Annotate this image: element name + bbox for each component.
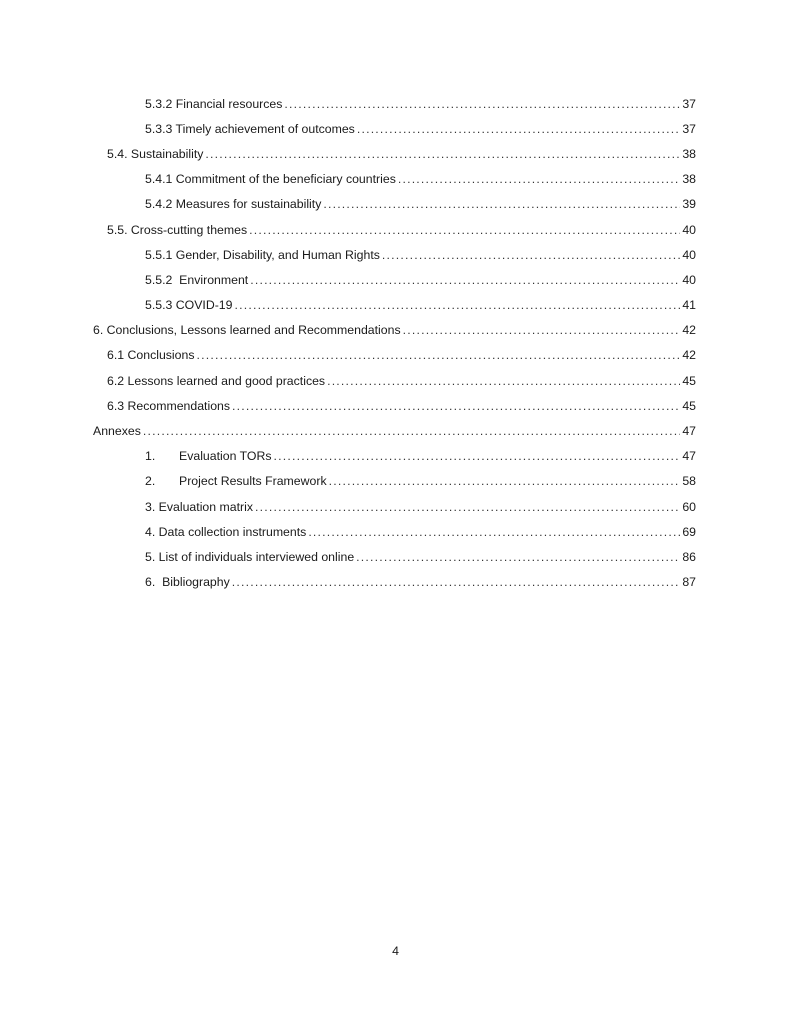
- toc-entry-title: [145, 97, 282, 111]
- dot-leader: [356, 550, 680, 564]
- toc-entry-page: 38: [682, 146, 696, 161]
- toc-entry-number: 2.: [145, 474, 156, 489]
- toc-entry[interactable]: [0, 167, 791, 192]
- toc-entry[interactable]: [0, 544, 791, 569]
- toc-entry-text: 5.4. Sustainability: [107, 146, 204, 161]
- toc-entry[interactable]: [0, 267, 791, 292]
- toc-entry[interactable]: [0, 192, 791, 217]
- toc-entry-page: 40: [682, 222, 696, 237]
- dot-leader: [323, 197, 680, 211]
- toc-entry-page: 41: [682, 298, 696, 313]
- dot-leader: [327, 374, 680, 388]
- dot-leader: [250, 273, 680, 287]
- toc-entry-number: 1.: [145, 449, 156, 464]
- toc-entry-text: 3. Evaluation matrix: [145, 499, 253, 514]
- toc-entry[interactable]: [0, 242, 791, 267]
- toc-entry-text: 5.4.1 Commitment of the beneficiary countries: [145, 172, 396, 187]
- toc-entry[interactable]: [0, 444, 791, 469]
- toc-entry-text: 5. List of individuals interviewed online: [145, 549, 355, 564]
- toc-entry-page: 86: [682, 549, 696, 564]
- toc-entry-text: 5.3.3 Timely achievement of outcomes: [145, 121, 355, 136]
- dot-leader: [255, 500, 680, 514]
- toc-entry[interactable]: [0, 91, 791, 116]
- toc-entry-page: 45: [682, 398, 696, 413]
- toc-entry-text: Evaluation TORs: [179, 449, 272, 464]
- toc-entry-page: 39: [682, 197, 696, 212]
- toc-entry-page: 42: [682, 323, 696, 338]
- dot-leader: [398, 172, 680, 186]
- toc-entry-title: [145, 298, 232, 312]
- toc-entry[interactable]: [0, 519, 791, 544]
- dot-leader: [308, 525, 680, 539]
- toc-entry-page: 60: [682, 499, 696, 514]
- toc-entry[interactable]: [0, 217, 791, 242]
- toc-entry[interactable]: [0, 141, 791, 166]
- toc-entry-page: 58: [682, 474, 696, 489]
- toc-entry[interactable]: [0, 116, 791, 141]
- toc-entry-title: [107, 374, 325, 388]
- dot-leader: [403, 323, 681, 337]
- dot-leader: [249, 223, 680, 237]
- toc-entry-text: 5.5.3 COVID-19: [145, 298, 233, 313]
- toc-entry-text: Annexes: [93, 424, 141, 439]
- toc-entry-title: [145, 172, 396, 186]
- toc-entry[interactable]: [0, 318, 791, 343]
- toc-entry-title: [93, 323, 401, 337]
- toc-entry[interactable]: [0, 393, 791, 418]
- toc-entry-page: 40: [682, 272, 696, 287]
- toc-entry-page: 47: [682, 449, 696, 464]
- toc-entry-text: 6. Bibliography: [145, 575, 230, 590]
- dot-leader: [143, 424, 680, 438]
- toc-entry[interactable]: [0, 494, 791, 519]
- toc-entry-title: [145, 500, 253, 514]
- toc-entry-text: Project Results Framework: [179, 474, 327, 489]
- page-number: 4: [392, 944, 399, 958]
- toc-entry-title: [107, 147, 203, 161]
- toc-entry[interactable]: [0, 343, 791, 368]
- toc-entry-text: 6.2 Lessons learned and good practices: [107, 373, 326, 388]
- toc-entry-page: 87: [682, 575, 696, 590]
- toc-entry-page: 37: [682, 96, 696, 111]
- dot-leader: [232, 399, 680, 413]
- table-of-contents: [0, 91, 791, 595]
- toc-entry-text: 5.5. Cross-cutting themes: [107, 222, 248, 237]
- toc-entry[interactable]: [0, 570, 791, 595]
- toc-entry-text: 5.5.2 Environment: [145, 272, 249, 287]
- toc-entry-text: 6.3 Recommendations: [107, 398, 231, 413]
- dot-leader: [329, 474, 681, 488]
- toc-entry-page: 42: [682, 348, 696, 363]
- toc-entry[interactable]: [0, 368, 791, 393]
- toc-entry-text: 4. Data collection instruments: [145, 524, 307, 539]
- toc-entry-title: [145, 273, 248, 287]
- toc-entry-page: 38: [682, 172, 696, 187]
- toc-entry-title: [145, 575, 230, 589]
- toc-entry-title: [145, 197, 321, 211]
- toc-entry-title: [145, 474, 327, 488]
- toc-entry[interactable]: [0, 293, 791, 318]
- toc-entry-title: [107, 348, 195, 362]
- dot-leader: [274, 449, 681, 463]
- dot-leader: [382, 248, 680, 262]
- toc-entry-title: [145, 248, 380, 262]
- dot-leader: [234, 298, 680, 312]
- toc-entry-text: 5.5.1 Gender, Disability, and Human Rights: [145, 247, 380, 262]
- dot-leader: [205, 147, 680, 161]
- toc-entry-title: [107, 399, 230, 413]
- toc-entry-title: [145, 525, 306, 539]
- toc-entry-page: 45: [682, 373, 696, 388]
- toc-entry-title: [145, 550, 354, 564]
- dot-leader: [357, 122, 680, 136]
- toc-entry-title: [145, 122, 355, 136]
- toc-entry-text: 5.4.2 Measures for sustainability: [145, 197, 322, 212]
- dot-leader: [197, 348, 681, 362]
- toc-entry-text: 6.1 Conclusions: [107, 348, 195, 363]
- dot-leader: [284, 97, 680, 111]
- toc-entry-title: [93, 424, 141, 438]
- dot-leader: [232, 575, 681, 589]
- toc-entry-title: [107, 223, 247, 237]
- toc-entry[interactable]: [0, 469, 791, 494]
- toc-entry-page: 47: [682, 424, 696, 439]
- toc-entry-text: 5.3.2 Financial resources: [145, 96, 283, 111]
- toc-entry-page: 69: [682, 524, 696, 539]
- toc-entry-title: [145, 449, 272, 463]
- toc-entry-page: 37: [682, 121, 696, 136]
- toc-entry[interactable]: [0, 418, 791, 443]
- toc-entry-text: 6. Conclusions, Lessons learned and Recommendations: [93, 323, 401, 338]
- toc-entry-page: 40: [682, 247, 696, 262]
